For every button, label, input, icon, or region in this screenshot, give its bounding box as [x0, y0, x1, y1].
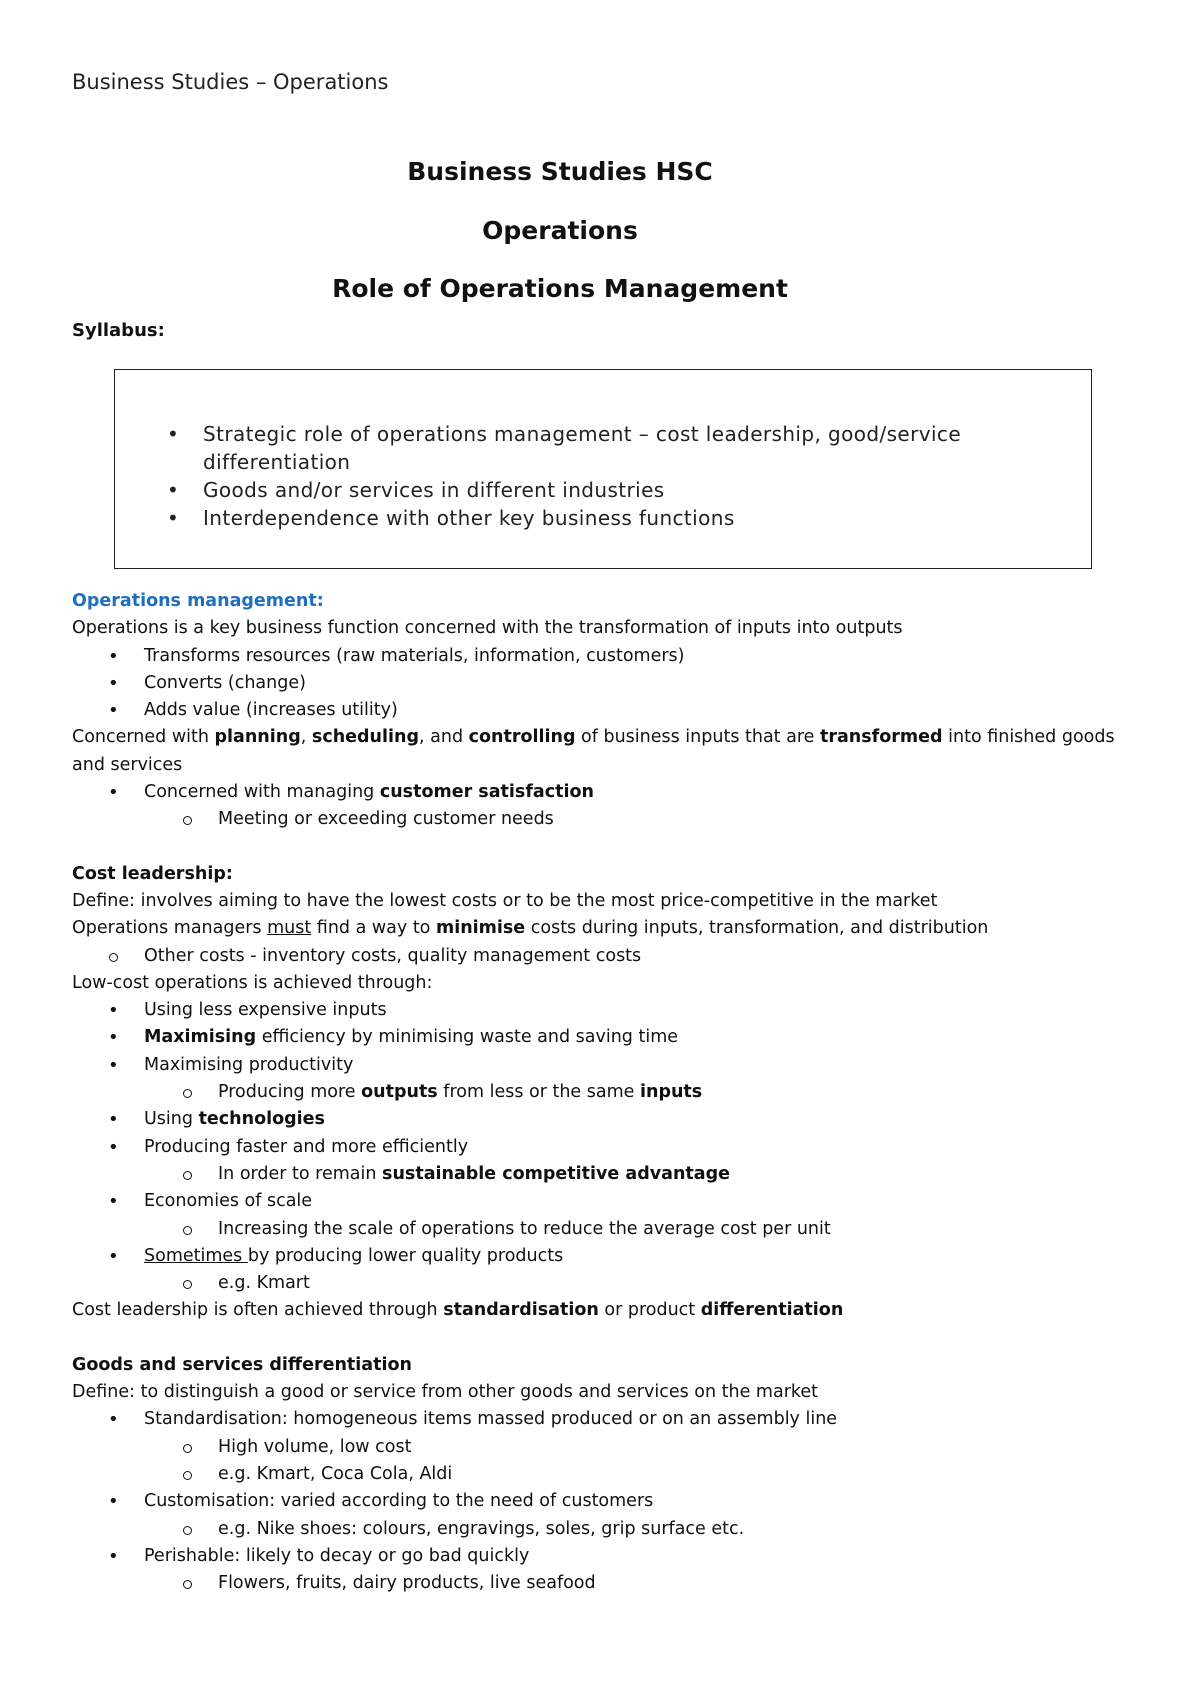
syllabus-item [115, 476, 983, 504]
bullet-icon: • [108, 1491, 119, 1513]
text-run: Using less expensive inputs [144, 1000, 387, 1021]
syllabus-item [115, 504, 983, 532]
list-item [72, 779, 1132, 806]
bold-text: controlling [468, 727, 576, 748]
list-item [72, 1516, 1132, 1543]
text-run: Goods and services differentiation [72, 1354, 412, 1375]
text-run: e.g. Nike shoes: colours, engravings, soles, grip surface etc. [218, 1518, 745, 1539]
text-run: from less or the same [437, 1082, 640, 1103]
bold-text: technologies [198, 1109, 325, 1130]
paragraph-line [72, 888, 1132, 915]
list-item [72, 1243, 1132, 1270]
bold-text: outputs [361, 1082, 438, 1103]
underlined-text: must [267, 918, 312, 939]
text-run: Converts (change) [144, 672, 306, 693]
circle-bullet-icon [183, 816, 192, 825]
text-run: and services [72, 754, 183, 775]
syllabus-label: Syllabus: [72, 320, 165, 341]
list-item [72, 1216, 1132, 1243]
text-run: , and [419, 727, 469, 748]
text-run: Define: to distinguish a good or service from other goods and services on the market [72, 1382, 819, 1403]
text-run: Adds value (increases utility) [144, 700, 398, 721]
text-run: Using [144, 1109, 199, 1130]
bold-text: Maximising [144, 1027, 257, 1048]
bullet-icon: • [108, 672, 119, 694]
circle-bullet-icon [183, 1089, 192, 1098]
list-item [72, 1024, 1132, 1051]
main-title: Business Studies HSC [407, 157, 713, 186]
bullet-icon: • [108, 1054, 119, 1076]
document-body [72, 588, 1132, 1597]
bullet-icon: • [108, 1027, 119, 1049]
syllabus-item [115, 420, 983, 476]
circle-bullet-icon [183, 1280, 192, 1289]
list-item [72, 1461, 1132, 1488]
list-item [72, 1134, 1132, 1161]
syllabus-box [114, 369, 1092, 569]
section-heading [72, 861, 1132, 888]
text-run: Cost leadership is often achieved through [72, 1300, 444, 1321]
circle-bullet-icon [183, 1526, 192, 1535]
text-run: of business inputs that are [575, 727, 820, 748]
syllabus-item-text-cont: differentiation [203, 450, 351, 474]
bullet-icon: • [108, 1136, 119, 1158]
bold-text: scheduling [311, 727, 419, 748]
blank-line [72, 834, 1132, 861]
bullet-icon: • [108, 645, 119, 667]
list-item [72, 1270, 1132, 1297]
list-item [72, 943, 1132, 970]
text-run: into finished goods [942, 727, 1115, 748]
list-item [72, 1161, 1132, 1188]
paragraph-line [72, 724, 1132, 751]
text-run: Concerned with managing [144, 782, 380, 803]
bullet-icon: • [108, 1545, 119, 1567]
page-header: Business Studies – Operations [72, 70, 389, 94]
bold-text: planning [214, 727, 301, 748]
circle-bullet-icon [183, 1226, 192, 1235]
text-run: by producing lower quality products [247, 1245, 564, 1266]
list-item [72, 670, 1132, 697]
text-run: , [300, 727, 312, 748]
list-item [72, 643, 1132, 670]
paragraph-line [72, 1297, 1132, 1324]
syllabus-item-text: Interdependence with other key business functions [203, 506, 735, 530]
paragraph-line [72, 752, 1132, 779]
paragraph-line [72, 1379, 1132, 1406]
text-run: Operations managers [72, 918, 268, 939]
text-run: Transforms resources (raw materials, information, customers) [144, 645, 685, 666]
text-run: costs during inputs, transformation, and distribution [525, 918, 989, 939]
text-run: Concerned with [72, 727, 215, 748]
text-run: Economies of scale [144, 1191, 313, 1212]
bullet-icon: • [108, 1191, 119, 1213]
text-run: Meeting or exceeding customer needs [218, 809, 554, 830]
section-heading [72, 1352, 1132, 1379]
list-item [72, 997, 1132, 1024]
bullet-icon: • [167, 478, 180, 502]
text-run: Producing faster and more efficiently [144, 1136, 469, 1157]
text-run: Cost leadership: [72, 863, 233, 884]
bold-text: customer satisfaction [379, 782, 594, 803]
bullet-icon: • [108, 782, 119, 804]
bullet-icon: • [108, 1109, 119, 1131]
text-run: efficiency by minimising waste and saving time [256, 1027, 679, 1048]
syllabus-list [115, 420, 1091, 532]
section-heading [72, 588, 1132, 615]
list-item [72, 806, 1132, 833]
text-run: High volume, low cost [218, 1436, 412, 1457]
circle-bullet-icon [183, 1580, 192, 1589]
syllabus-item-text: Strategic role of operations management – cost leadership, good/service [203, 422, 962, 446]
text-run: e.g. Kmart [218, 1273, 310, 1294]
list-item [72, 1570, 1132, 1597]
text-run: Standardisation: homogeneous items massed produced or on an assembly line [144, 1409, 838, 1430]
list-item [72, 1434, 1132, 1461]
bold-text: standardisation [443, 1300, 599, 1321]
text-run: Increasing the scale of operations to reduce the average cost per unit [218, 1218, 831, 1239]
text-run: e.g. Kmart, Coca Cola, Aldi [218, 1463, 453, 1484]
bullet-icon: • [167, 422, 180, 446]
text-run: In order to remain [218, 1163, 383, 1184]
text-run: Flowers, fruits, dairy products, live seafood [218, 1573, 596, 1594]
text-run: Operations management: [72, 591, 324, 611]
circle-bullet-icon [109, 953, 118, 962]
list-item [72, 1488, 1132, 1515]
text-run: find a way to [311, 918, 436, 939]
subsection-title: Role of Operations Management [332, 274, 788, 303]
list-item [72, 1543, 1132, 1570]
list-item [72, 1106, 1132, 1133]
paragraph-line [72, 615, 1132, 642]
paragraph-line [72, 970, 1132, 997]
text-run: Low-cost operations is achieved through: [72, 972, 433, 993]
text-run: Customisation: varied according to the need of customers [144, 1491, 654, 1512]
blank-line [72, 1325, 1132, 1352]
text-run: Producing more [218, 1082, 362, 1103]
list-item [72, 1406, 1132, 1433]
bullet-icon: • [167, 506, 180, 530]
list-item [72, 1188, 1132, 1215]
list-item [72, 697, 1132, 724]
bullet-icon: • [108, 1000, 119, 1022]
circle-bullet-icon [183, 1471, 192, 1480]
text-run: Other costs - inventory costs, quality management costs [144, 945, 642, 966]
text-run: Maximising productivity [144, 1054, 354, 1075]
bold-text: differentiation [700, 1300, 844, 1321]
list-item [72, 1052, 1132, 1079]
syllabus-item-text: Goods and/or services in different industries [203, 478, 665, 502]
bold-text: inputs [639, 1082, 703, 1103]
text-run: or product [598, 1300, 701, 1321]
paragraph-line [72, 915, 1132, 942]
list-item [72, 1079, 1132, 1106]
text-run: Perishable: likely to decay or go bad quickly [144, 1545, 530, 1566]
circle-bullet-icon [183, 1171, 192, 1180]
text-run: Define: involves aiming to have the lowest costs or to be the most price-competitive in the market [72, 890, 938, 911]
text-run: Operations is a key business function concerned with the transformation of inputs into outputs [72, 618, 903, 639]
circle-bullet-icon [183, 1444, 192, 1453]
bullet-icon: • [108, 700, 119, 722]
underlined-text: Sometimes [144, 1245, 248, 1266]
bold-text: sustainable competitive advantage [382, 1163, 730, 1184]
bullet-icon: • [108, 1245, 119, 1267]
bold-text: transformed [819, 727, 943, 748]
bold-text: minimise [435, 918, 526, 939]
bullet-icon: • [108, 1409, 119, 1431]
section-title: Operations [482, 216, 638, 245]
